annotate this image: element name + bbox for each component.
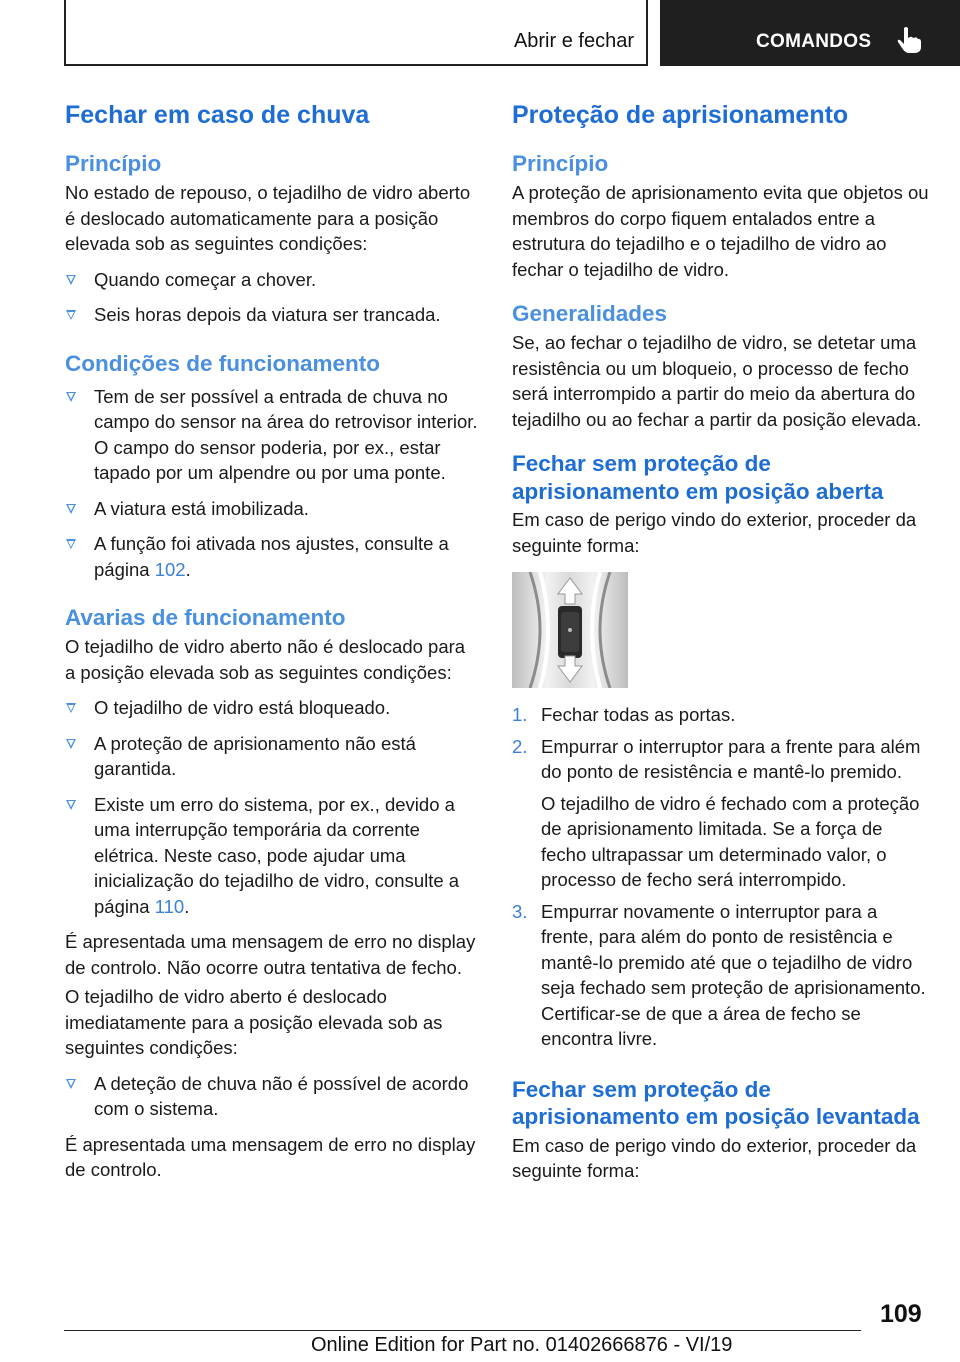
triangle-bullet-icon [66,1079,76,1089]
triangle-bullet-icon [66,392,76,402]
list-item: 3. Empurrar novamente o interruptor para a frente, para além do ponto de resistência e mantê-lo premido até que o tejadilho de vidro seja fechado sem proteção de aprisionamento. Certificar-se de que a área de fecho se encontra livre. [512,900,926,1049]
page-link[interactable]: 102 [154,558,186,580]
paragraph-general: Se, ao fechar o tejadilho de vidro, se detetar uma resistência ou um bloqueio, o processo de fecho será interrompido a partir do meio da abertura do tejadilho ou ao fechar a partir da posição elevada. [512,332,922,430]
paragraph-principle: No estado de repouso, o tejadilho de vidro aberto é deslocado automaticamente para a posição elevada sob as seguintes condições: [65,182,471,254]
page-number: 109 [880,1300,922,1328]
triangle-bullet-icon [66,539,76,549]
principle-list [65,267,480,328]
subheading-principle: Princípio [65,151,162,176]
subheading-general: Generalidades [512,301,668,326]
list-item: A deteção de chuva não é possível de acordo com o sistema. [65,1071,480,1122]
hand-pointer-icon [896,26,922,54]
section-heading-rain-close: Fechar em caso de chuva [65,101,370,129]
list-item: Existe um erro do sistema, por ex., devido a uma interrupção temporária da corrente elétrica. Neste caso, pode ajudar uma inicialização do tejadilho de vidro, consulte a página 110. [65,792,480,920]
triangle-bullet-icon [66,504,76,514]
triangle-bullet-icon [66,800,76,810]
edition-note: Online Edition for Part no. 01402666876 - VI/19 [311,1334,733,1356]
chapter-title: COMANDOS [756,31,872,52]
paragraph-raised-position: Em caso de perigo vindo do exterior, proceder da seguinte forma: [512,1134,917,1181]
immediate-list [65,1071,480,1122]
triangle-bullet-icon [66,703,76,713]
list-item: 2. Empurrar o interruptor para a frente para além do ponto de resistência e mantê-lo premido. O tejadilho de vidro é fechado com a proteção de aprisionamento limitada. Se a força de fecho ultrapassar um determinado valor, o processo de fecho será interrompido. [512,735,921,890]
header-section-box [64,0,648,66]
triangle-bullet-icon [66,310,76,320]
left-column [65,100,480,1183]
triangle-bullet-icon [66,275,76,285]
subheading-operating-conditions: Condições de funcionamento [65,350,381,376]
paragraph-immediate: O tejadilho de vidro aberto é deslocado imediatamente para a posição elevada sob as seguintes condições: [65,986,443,1058]
steps-list [512,702,930,1052]
roof-switch-photo [512,572,628,688]
section-title: Abrir e fechar [513,30,634,52]
list-item: A função foi ativada nos ajustes, consulte a página 102. [65,531,480,582]
section-heading-pinch-protection: Proteção de aprisionamento [512,101,849,129]
list-item: A proteção de aprisionamento não está garantida. [65,731,480,782]
subheading-close-raised-position: Fechar sem proteção de aprisionamento em posição levantada [512,1076,920,1129]
list-item: Tem de ser possível a entrada de chuva no campo do sensor na área do retrovisor interior. O campo do sensor poderia, por ex., estar tapado por um alpendre ou por uma ponte. [65,384,480,486]
subheading-principle: Princípio [512,151,609,176]
subheading-close-open-position: Fechar sem proteção de aprisionamento em posição aberta [512,451,884,504]
list-item: A viatura está imobilizada. [65,496,480,522]
paragraph-error-message: É apresentada uma mensagem de erro no display de controlo. Não ocorre outra tentativa de fecho. [65,931,476,978]
page-link[interactable]: 110 [154,895,185,917]
list-item: 1. Fechar todas as portas. [512,704,736,725]
paragraph-error-message-2: É apresentada uma mensagem de erro no display de controlo. [65,1133,476,1180]
malfunctions-list [65,695,480,919]
paragraph-principle: A proteção de aprisionamento evita que objetos ou membros do corpo fiquem entalados entre a estrutura do tejadilho e o tejadilho de vidro ao fechar o tejadilho de vidro. [512,182,929,280]
subheading-malfunctions: Avarias de funcionamento [65,605,346,630]
right-column [512,100,930,1184]
header-chapter-tab [660,0,960,66]
paragraph-malfunctions: O tejadilho de vidro aberto não é deslocado para a posição elevada sob as seguintes condições: [65,636,466,683]
list-item: O tejadilho de vidro está bloqueado. [65,695,480,721]
list-item: Seis horas depois da viatura ser trancada. [65,302,480,328]
footer-divider [64,1330,861,1331]
triangle-bullet-icon [66,739,76,749]
list-item: Quando começar a chover. [65,267,480,293]
conditions-list [65,384,480,583]
paragraph-open-position: Em caso de perigo vindo do exterior, proceder da seguinte forma: [512,509,917,556]
